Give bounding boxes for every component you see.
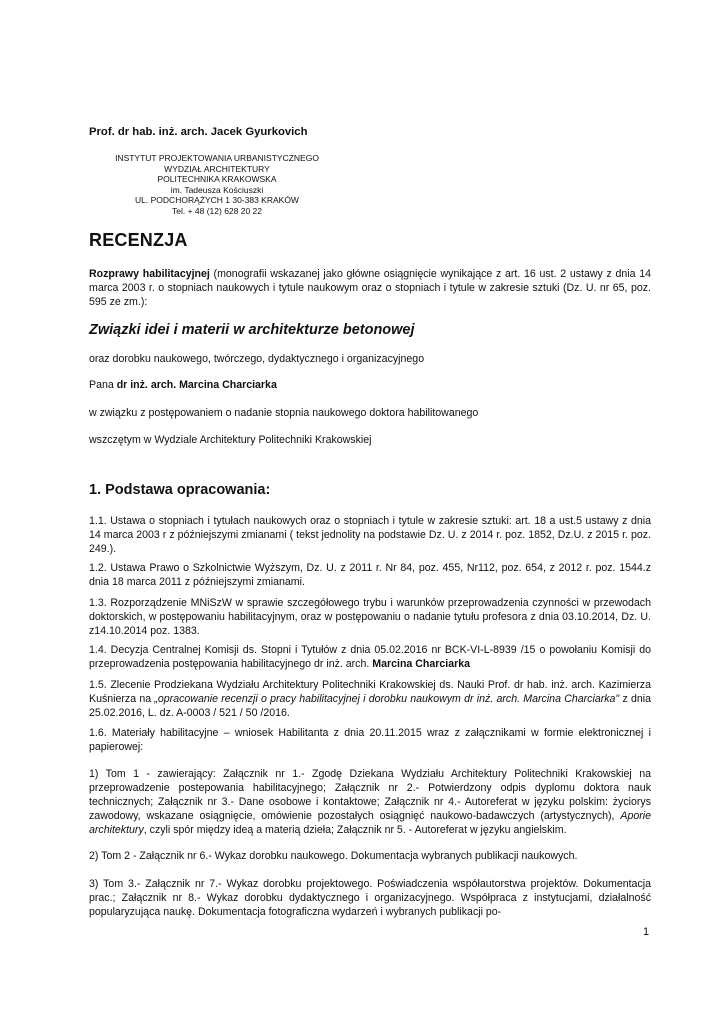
candidate-prefix: Pana xyxy=(89,379,117,391)
section-heading: 1. Podstawa opracowania: xyxy=(89,482,271,498)
paragraph-1-4-text: 1.4. Decyzja Centralnej Komisji ds. Stopni i Tytułów z dnia 05.02.2016 nr BCK-VI-L-8939 /15 o powołaniu Komisji do przeprowadzenia postępowania habilitacyjnego dr inż. arch. xyxy=(89,644,651,670)
paragraph-1-3: 1.3. Rozporządzenie MNiSzW w sprawie szczegółowego trybu i warunków przeprowadzenia czynności w przewodach doktorskich, w postępowaniu habilitacyjnym, oraz w postępowaniu o nadanie tytułu profesora z dnia 03.10.2014, Dz. U. z14.10.2014 poz. 1383. xyxy=(89,597,651,637)
institution-line: Tel. + 48 (12) 628 20 22 xyxy=(171,205,263,216)
volume-1-a: 1) Tom 1 - zawierający: Załącznik nr 1.- Zgodę Dziekana Wydziału Architektury Politechniki Krakowskiej na przeprowadzenie postepowania habilitacyjnego; Załącznik nr 2.- Potwierdzony odpis dyplomu doktora nauk technicznych; Załącznik nr 3.- Dane osobowe i kontaktowe; Załącznik nr 4.- Autoreferat w języku polskim: życiorys zawodowy, wskazane osiągnięcie, omówienie pozostałych osiągnięć naukowo-badawczych (artystycznych), xyxy=(89,768,651,822)
paragraph-1-4-bold: Marcina Charciarka xyxy=(372,658,471,670)
paragraph-1-5-a: 1.5. Zlecenie Prodziekana Wydziału Architektury Politechniki Krakowskiej ds. Nauki Prof. dr hab. inż. arch. Kazimierza Kuśnierza na xyxy=(89,679,651,705)
institution-address xyxy=(89,153,345,217)
faculty-line: wszczętym w Wydziale Architektury Politechniki Krakowskiej xyxy=(89,434,372,446)
author-name: Prof. dr hab. inż. arch. Jacek Gyurkovich xyxy=(89,126,308,138)
intro-bold: Rozprawy habilitacyjnej xyxy=(89,268,210,280)
paragraph-1-5-b: z dnia 25.02.2016, L. dz. A-0003 / 521 / 50 /2016. xyxy=(89,693,652,719)
institution-line: WYDZIAŁ ARCHITEKTURY xyxy=(164,163,270,174)
volume-1-b: , czyli spór między ideą a materią dzieła; Załącznik nr 5. - Autoreferat w języku angielskim. xyxy=(143,824,567,836)
volume-3: 3) Tom 3.- Załącznik nr 7.- Wykaz dorobku projektowego. Poświadczenia współautorstwa projektów. Dokumentacja prac.; Załącznik nr 8.- Wykaz dorobku dydaktycznego i organizacyjnego. Współpraca z instytucjami, działalność popularyzująca naukę. Dokumentacja fotograficzna wydarzeń i wybranych publikacji po- xyxy=(89,878,651,918)
procedure-line: w związku z postępowaniem o nadanie stopnia naukowego doktora habilitowanego xyxy=(89,407,479,419)
intro-text: (monografii wskazanej jako główne osiągnięcie wynikające z art. 16 ust. 2 ustawy z dnia 14 marca 2003 r. o stopniach naukowych i tytule naukowym oraz o stopniach i tytule w zakresie sztuki (Dz. U. nr 65, poz. 595 ze zm.): xyxy=(89,268,651,308)
volume-1-italic: Aporie architektury xyxy=(89,810,651,836)
volume-2: 2) Tom 2 - Załącznik nr 6.- Wykaz dorobku naukowego. Dokumentacja wybranych publikacji naukowych. xyxy=(89,850,578,862)
paragraph-1-5-italic: „opracowanie recenzji o pracy habilitacyjnej i dorobku naukowym dr inż. arch. Marcina Charciarka" xyxy=(154,693,620,705)
document-title: RECENZJA xyxy=(89,230,188,250)
institution-line: INSTYTUT PROJEKTOWANIA URBANISTYCZNEGO xyxy=(115,153,319,163)
paragraph-1-6: 1.6. Materiały habilitacyjne – wniosek Habilitanta z dnia 20.11.2015 wraz z załącznikami w formie elektronicznej i papierowej: xyxy=(89,727,651,753)
paragraph-1-2: 1.2. Ustawa Prawo o Szkolnictwie Wyższym, Dz. U. z 2011 r. Nr 84, poz. 455, Nr112, poz. 654, z 2012 r. poz. 1544.z dnia 18 marca 2011 z późniejszymi zmianami. xyxy=(89,562,651,588)
paragraph-1-4 xyxy=(89,643,651,671)
candidate-name: dr inż. arch. Marcina Charciarka xyxy=(116,379,277,391)
candidate-line xyxy=(89,379,277,391)
work-title: Związki idei i materii w architekturze betonowej xyxy=(89,322,415,338)
institution-line: POLITECHNIKA KRAKOWSKA xyxy=(157,174,277,185)
page-number: 1 xyxy=(643,926,650,938)
institution-line: im. Tadeusza Kościuszki xyxy=(170,184,264,195)
dorobek-line: oraz dorobku naukowego, twórczego, dydaktycznego i organizacyjnego xyxy=(89,353,425,365)
paragraph-1-1: 1.1. Ustawa o stopniach i tytułach naukowych oraz o stopniach i tytule w zakresie sztuki: art. 18 a ust.5 ustawy z dnia 14 marca 2003 r z późniejszymi zmianami ( tekst jednolity na podstawie Dz. U. z 2014 r. poz. 1852, Dz.U. z 2015 r. poz. 249.). xyxy=(89,515,651,555)
paragraph-1-5 xyxy=(89,678,651,720)
volume-1 xyxy=(89,767,651,837)
institution-line: UL. PODCHORĄŻYCH 1 30-383 KRAKÓW xyxy=(135,195,299,206)
intro-paragraph xyxy=(89,267,651,309)
